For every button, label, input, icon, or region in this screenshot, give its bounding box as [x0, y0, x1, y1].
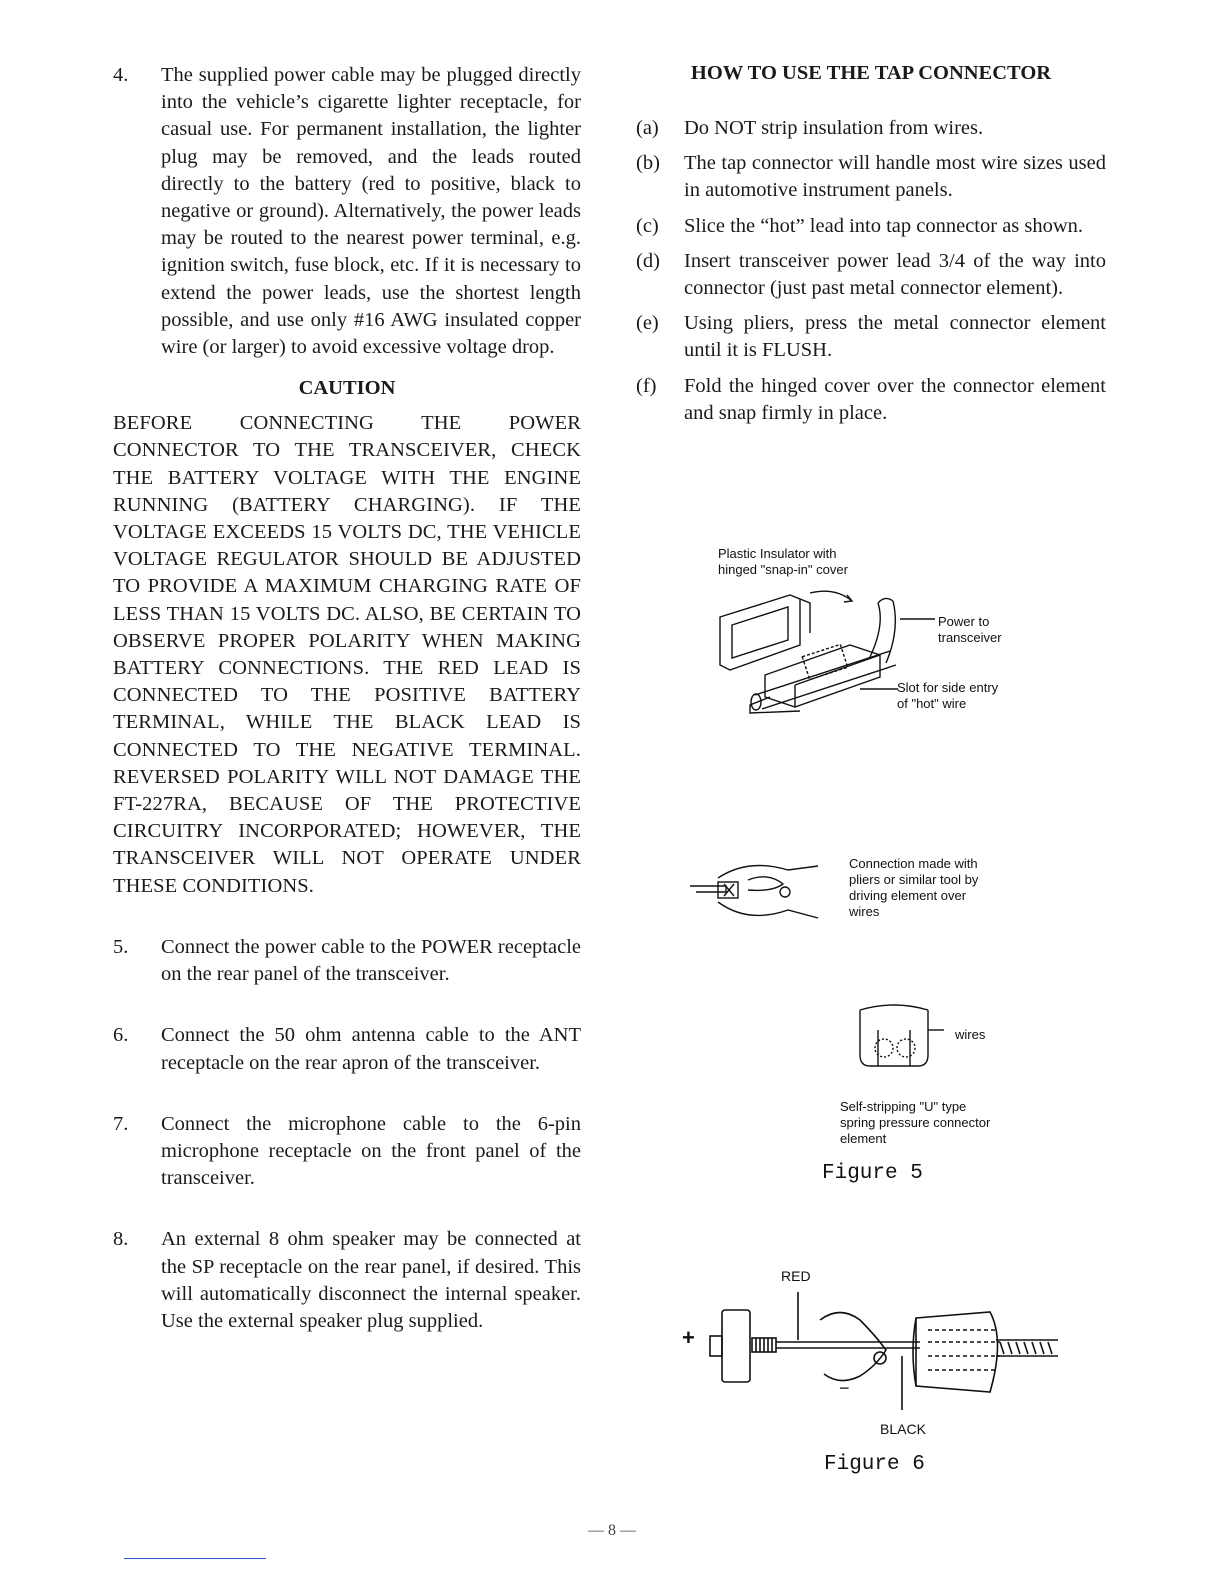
connector-in-pliers	[718, 882, 738, 898]
item-number: 8.	[113, 1228, 129, 1251]
step-label: (d)	[636, 249, 660, 272]
tap-connector-heading: HOW TO USE THE TAP CONNECTOR	[690, 62, 1052, 84]
step-b	[636, 150, 1106, 204]
item-text: Connect the power cable to the POWER receptacle on the rear panel of the transceiver.	[161, 935, 581, 986]
page-number: — 8 —	[588, 1522, 636, 1539]
step-text: Fold the hinged cover over the connector element and snap firmly in place.	[684, 374, 1106, 424]
tap-connector-diagram	[710, 585, 1030, 735]
step-label: (a)	[636, 117, 659, 139]
ground-spring	[820, 1313, 886, 1381]
step-text: Do NOT strip insulation from wires.	[684, 117, 984, 139]
step-text: The tap connector will handle most wire sizes used in automotive instrument panels.	[684, 152, 1106, 202]
metal-element	[802, 644, 847, 679]
fig5-label-line: Slot for side entry	[897, 680, 999, 695]
fig5-label-line: of "hot" wire	[897, 696, 967, 711]
step-c	[636, 213, 1106, 240]
step-f	[636, 373, 1106, 427]
item-text: An external 8 ohm speaker may be connected at the SP receptacle on the rear panel, if desired. This will automatically disconnect the internal speaker. Use the external speaker plug supplied.	[161, 1228, 581, 1332]
instruction-item-8	[113, 1226, 581, 1335]
pliers-diagram	[688, 858, 838, 928]
figure-6-caption: Figure 6	[824, 1453, 925, 1476]
fig5-label-slot	[897, 680, 998, 712]
plug-barrel	[916, 1312, 998, 1392]
fig6-plus-sign: +	[682, 1325, 695, 1350]
step-label: (b)	[636, 152, 660, 175]
fig5-label-insulator	[718, 546, 848, 578]
left-column	[113, 62, 581, 1335]
fig5-label-line: pliers or similar tool by	[849, 872, 979, 887]
item-text: The supplied power cable may be plugged directly into the vehicle’s cigarette lighter receptacle, for casual use. For permanent installation, the lighter plug may be removed, and the leads routed directly to the battery (red to positive, black to negative or ground). Alternatively, the power leads may be routed to the nearest power terminal, e.g. ignition switch, fuse block, etc. If it is necessary to extend the power leads, use the shortest length possible, and use only #16 AWG insulated copper wire (or larger) to avoid excessive voltage drop.	[161, 64, 581, 359]
step-text: Slice the “hot” lead into tap connector as shown.	[684, 214, 1084, 237]
step-a	[636, 115, 1106, 142]
item-number: 4.	[113, 64, 129, 86]
fig5-label-line: Self-stripping "U" type	[840, 1099, 967, 1114]
step-d	[636, 248, 1106, 302]
fig5-label-line: spring pressure connector	[840, 1115, 991, 1130]
u-spring-element	[860, 1010, 928, 1066]
step-label: (c)	[636, 214, 659, 237]
instruction-item-6	[113, 1022, 581, 1076]
u-element-diagram	[854, 1000, 944, 1070]
fig5-label-line: Connection made with	[849, 856, 978, 871]
instruction-item-4	[113, 62, 581, 361]
fig5-label-line: transceiver	[938, 630, 1002, 645]
item-text: Connect the 50 ohm antenna cable to the ANT receptacle on the rear apron of the transceiver.	[161, 1024, 581, 1074]
fig5-label-line: wires	[849, 904, 880, 919]
item-number: 5.	[113, 935, 129, 958]
right-column	[636, 60, 1106, 435]
item-number: 6.	[113, 1024, 129, 1047]
figure-5-caption: Figure 5	[822, 1162, 923, 1185]
power-plug-diagram	[700, 1290, 1060, 1420]
fig5-label-line: driving element over	[849, 888, 967, 903]
item-text: Connect the microphone cable to the 6-pin microphone receptacle on the front panel of the transceiver.	[161, 1112, 581, 1190]
fig5-label-pliers	[849, 856, 978, 920]
step-e	[636, 310, 1106, 364]
step-text: Insert transceiver power lead 3/4 of the way into connector (just past metal connector element).	[684, 249, 1106, 300]
plug-cap	[722, 1310, 750, 1382]
instruction-item-5	[113, 934, 581, 988]
fig5-label-power	[938, 614, 1002, 646]
footer-rule	[124, 1558, 266, 1559]
fig6-label-black: BLACK	[880, 1421, 926, 1437]
step-label: (e)	[636, 312, 659, 335]
fig6-minus-sign: −	[839, 1378, 850, 1398]
fig5-label-line: Plastic Insulator with	[718, 546, 837, 561]
caution-body: BEFORE CONNECTING THE POWER CONNECTOR TO THE TRANSCEIVER, CHECK THE BATTERY VOLTAGE WITH THE ENGINE RUNNING (BATTERY CHARGING). IF THE VOLTAGE EXCEEDS 15 VOLTS DC, THE VEHICLE VOLTAGE REGULATOR SHOULD BE ADJUSTED TO PROVIDE A MAXIMUM CHARGING RATE OF LESS THAN 15 VOLTS DC. ALSO, BE CERTAIN TO OBSERVE PROPER POLARITY WHEN MAKING BATTERY CONNECTIONS. THE RED LEAD IS CONNECTED TO THE POSITIVE BATTERY TERMINAL, WHILE THE BLACK LEAD IS CONNECTED TO THE NEGATIVE TERMINAL. REVERSED POLARITY WILL NOT DAMAGE THE FT-227RA, BECAUSE OF THE PROTECTIVE CIRCUITRY INCORPORATED; HOWEVER, THE TRANSCEIVER WILL NOT OPERATE UNDER THESE CONDITIONS.	[113, 412, 581, 897]
instruction-item-7	[113, 1111, 581, 1193]
plug-tip	[710, 1336, 722, 1356]
fig5-label-line: hinged "snap-in" cover	[718, 562, 848, 577]
fig5-label-element	[840, 1099, 990, 1147]
item-number: 7.	[113, 1112, 129, 1135]
fig5-label-wires: wires	[955, 1027, 986, 1042]
fig6-label-red: RED	[781, 1268, 811, 1284]
fig5-label-line: element	[840, 1131, 887, 1146]
step-label: (f)	[636, 374, 657, 397]
step-text: Using pliers, press the metal connector element until it is FLUSH.	[684, 312, 1106, 362]
caution-heading: CAUTION	[298, 377, 396, 400]
fig5-label-line: Power to	[938, 614, 990, 629]
